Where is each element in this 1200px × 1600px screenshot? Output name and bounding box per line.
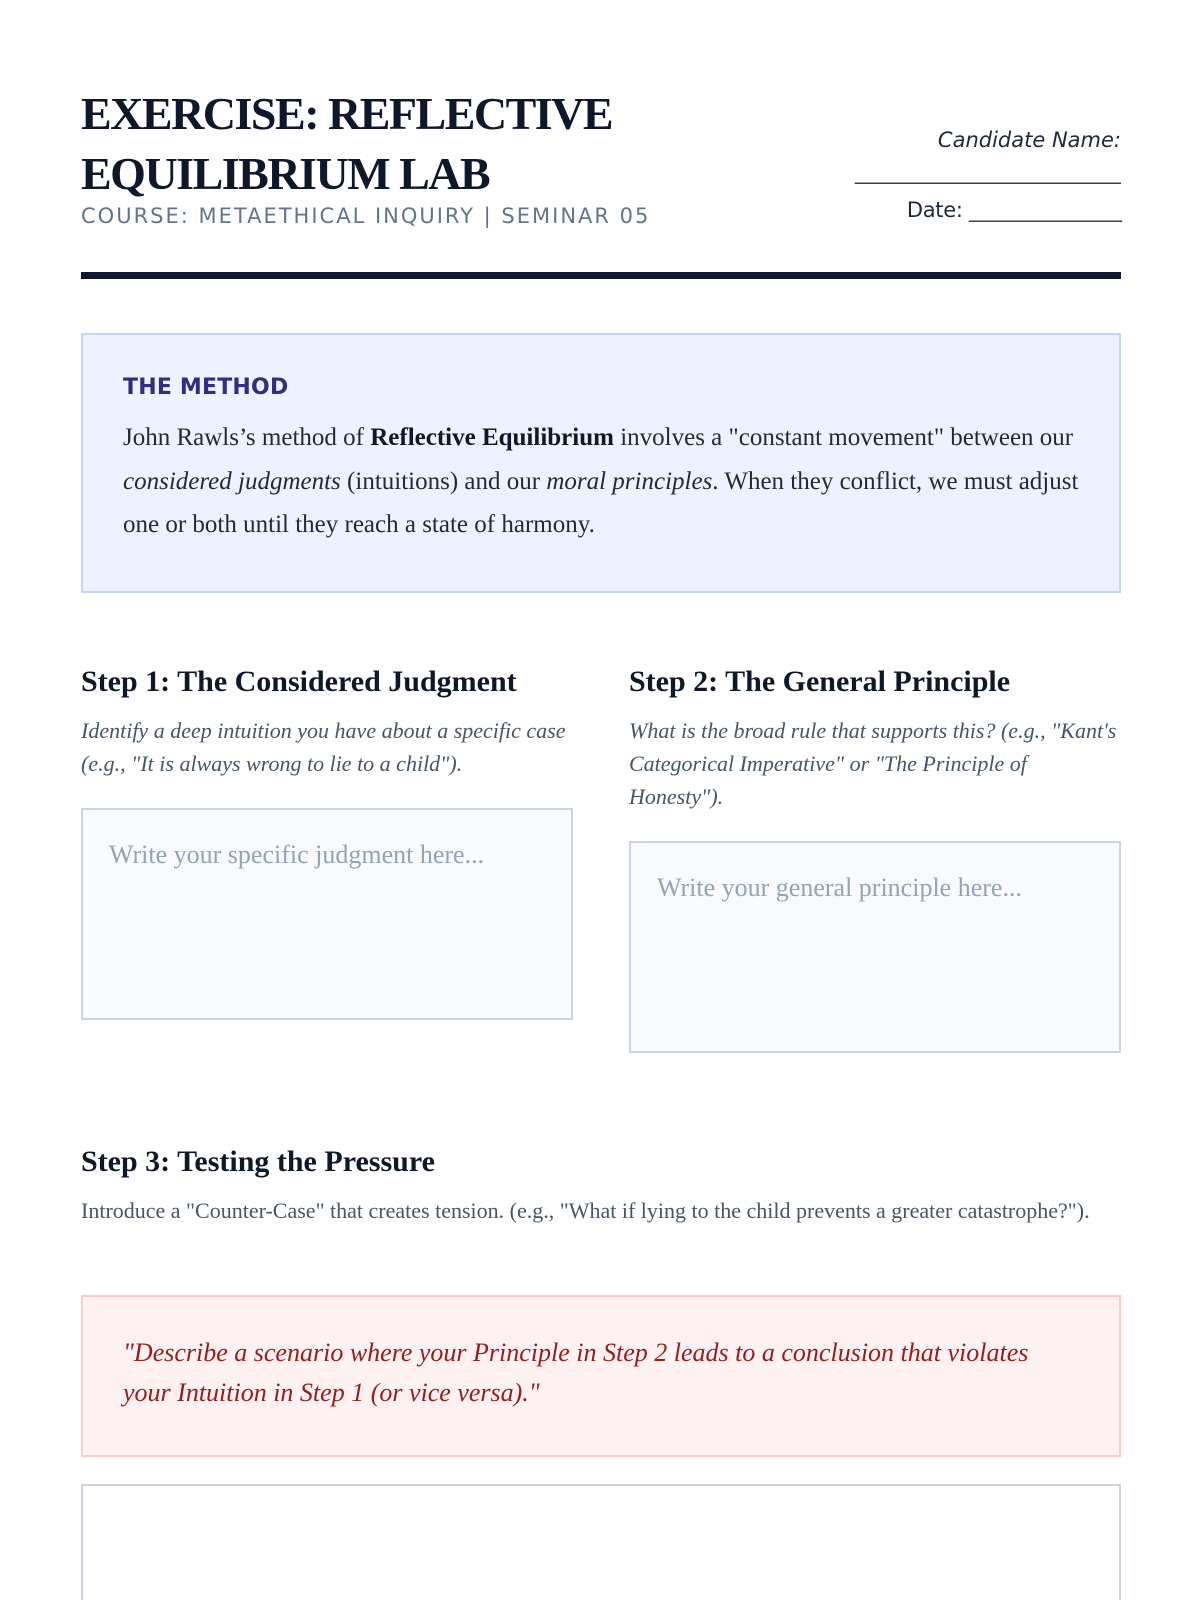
step-3-section [81,1140,1121,1227]
step-1-heading: Step 1: The Considered Judgment [81,665,517,698]
date-field[interactable]: ________________ [969,198,1121,222]
step-2-answer-field[interactable]: Write your general principle here... [629,841,1121,1053]
method-text [123,416,1079,547]
step-3-heading: Step 3: Testing the Pressure [81,1145,435,1178]
method-term-considered-judgments: considered judgments [123,467,341,495]
candidate-name-label: Candidate Name: [937,128,1121,152]
method-term-moral-principles: moral principles [546,467,713,495]
method-text-part: involves a "constant movement" between our [613,424,1074,451]
method-text-part: (intuitions) and our [340,467,547,495]
page-title [81,84,721,204]
candidate-meta [741,128,1121,222]
header-divider [81,272,1121,279]
step-2-heading: Step 2: The General Principle [629,665,1011,698]
course-subtitle: COURSE: METAETHICAL INQUIRY | SEMINAR 05 [81,204,651,228]
step-3-description: Introduce a "Counter-Case" that creates tension. (e.g., "What if lying to the child prevents a greater catastrophe?"). [81,1198,1090,1223]
step-1-description: Identify a deep intuition you have about a specific case (e.g., "It is always wrong to lie to a child"). [81,718,566,776]
counter-case-prompt-text: "Describe a scenario where your Principle in Step 2 leads to a conclusion that violates your Intuition in Step 1 (or vice versa)." [123,1338,1029,1407]
date-row [741,198,1121,222]
worksheet-page [81,0,1121,1600]
counter-case-prompt [81,1295,1121,1457]
method-term-reflective-equilibrium: Reflective Equilibrium [370,424,614,451]
method-text-part: John Rawls’s method of [123,424,371,451]
date-label: Date: [906,198,963,222]
step-2-description: What is the broad rule that supports this? (e.g., "Kant's Categorical Imperative" or "The Principle of Honesty"). [629,718,1117,809]
step-1-section [81,660,573,1020]
method-heading: THE METHOD [123,375,289,400]
method-callout [81,333,1121,593]
step-3-answer-field[interactable] [81,1484,1121,1600]
page-title-line-1: EXERCISE: REFLECTIVE [81,88,613,139]
step-1-answer-field[interactable]: Write your specific judgment here... [81,808,573,1020]
method-text-part: . When they conflict, we must adjust one or both until they reach a state of harmony. [123,467,1079,538]
page-title-line-2: EQUILIBRIUM LAB [81,148,490,199]
step-2-section [629,660,1121,1053]
candidate-name-field[interactable]: ____________________________ [855,160,1121,184]
